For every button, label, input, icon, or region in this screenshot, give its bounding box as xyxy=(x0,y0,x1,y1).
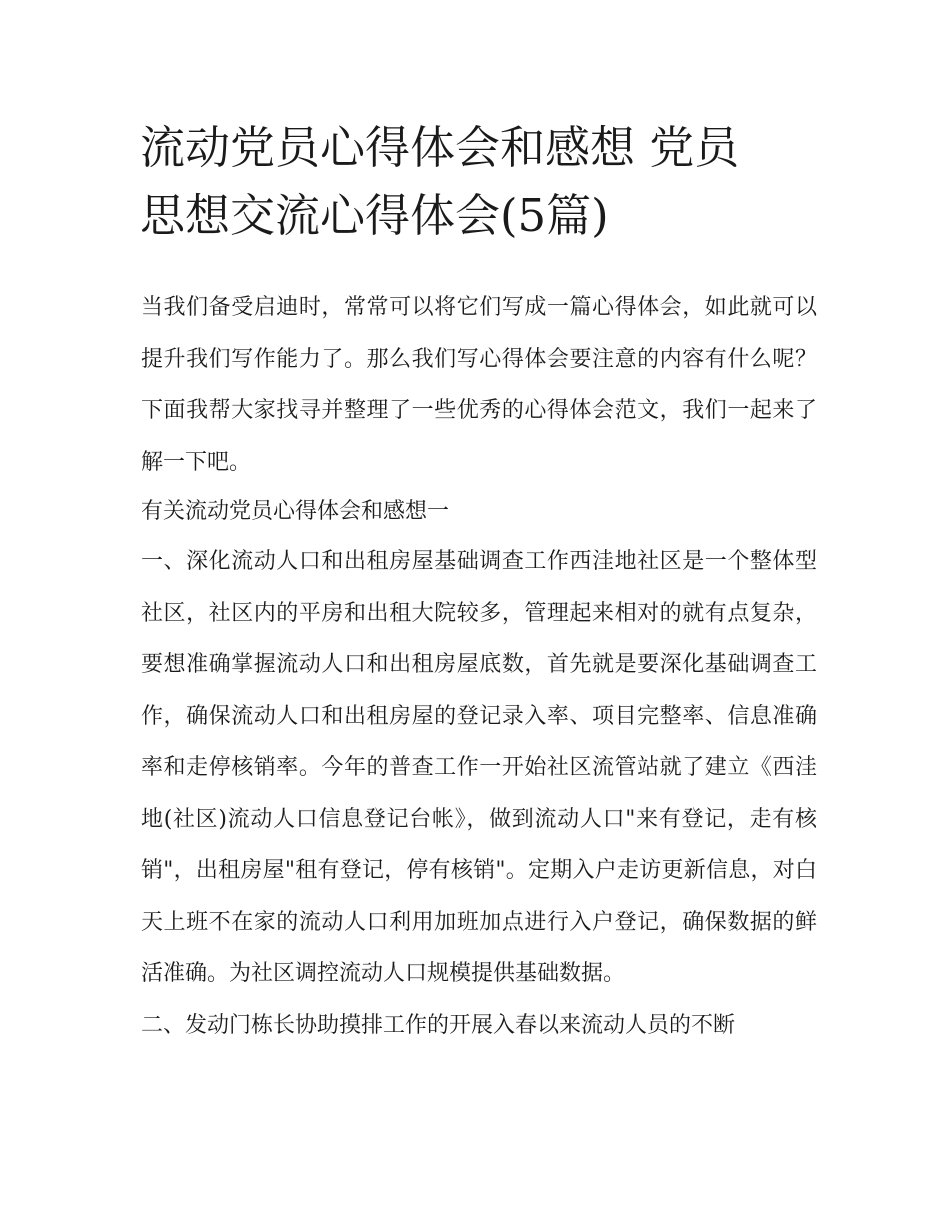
section-heading: 有关流动党员心得体会和感想一 xyxy=(141,499,450,524)
body-paragraph-2: 二、发动门栋长协助摸排工作的开展入春以来流动人员的不断 xyxy=(141,1012,736,1038)
intro-paragraph: 当我们备受启迪时，常常可以将它们写成一篇心得体会，如此就可以提升我们写作能力了。那么我们写心得体会要注意的内容有什么呢？下面我帮大家找寻并整理了一些优秀的心得体会范文，我们一起来了解一下吧。 xyxy=(141,295,817,475)
document-title xyxy=(140,114,820,250)
body-paragraph-1: 一、深化流动人口和出租房屋基础调查工作西洼地社区是一个整体型社区，社区内的平房和出租大院较多，管理起来相对的就有点复杂，要想准确掌握流动人口和出租房屋底数，首先就是要深化基础调查工作，确保流动人口和出租房屋的登记录入率、项目完整率、信息准确率和走停核销率。今年的普查工作一开始社区流管站就了建立《西洼地(社区)流动人口信息登记台帐》，做到流动人口"来有登记，走有核销"，出租房屋"租有登记，停有核销"。定期入户走访更新信息，对白天上班不在家的流动人口利用加班加点进行入户登记，确保数据的鲜活准确。为社区调控流动人口规模提供基础数据。 xyxy=(141,549,817,986)
document-body xyxy=(141,282,817,1051)
title-line-1: 流动党员心得体会和感想 党员 xyxy=(140,121,740,174)
title-line-2: 思想交流心得体会(5篇) xyxy=(140,189,609,242)
